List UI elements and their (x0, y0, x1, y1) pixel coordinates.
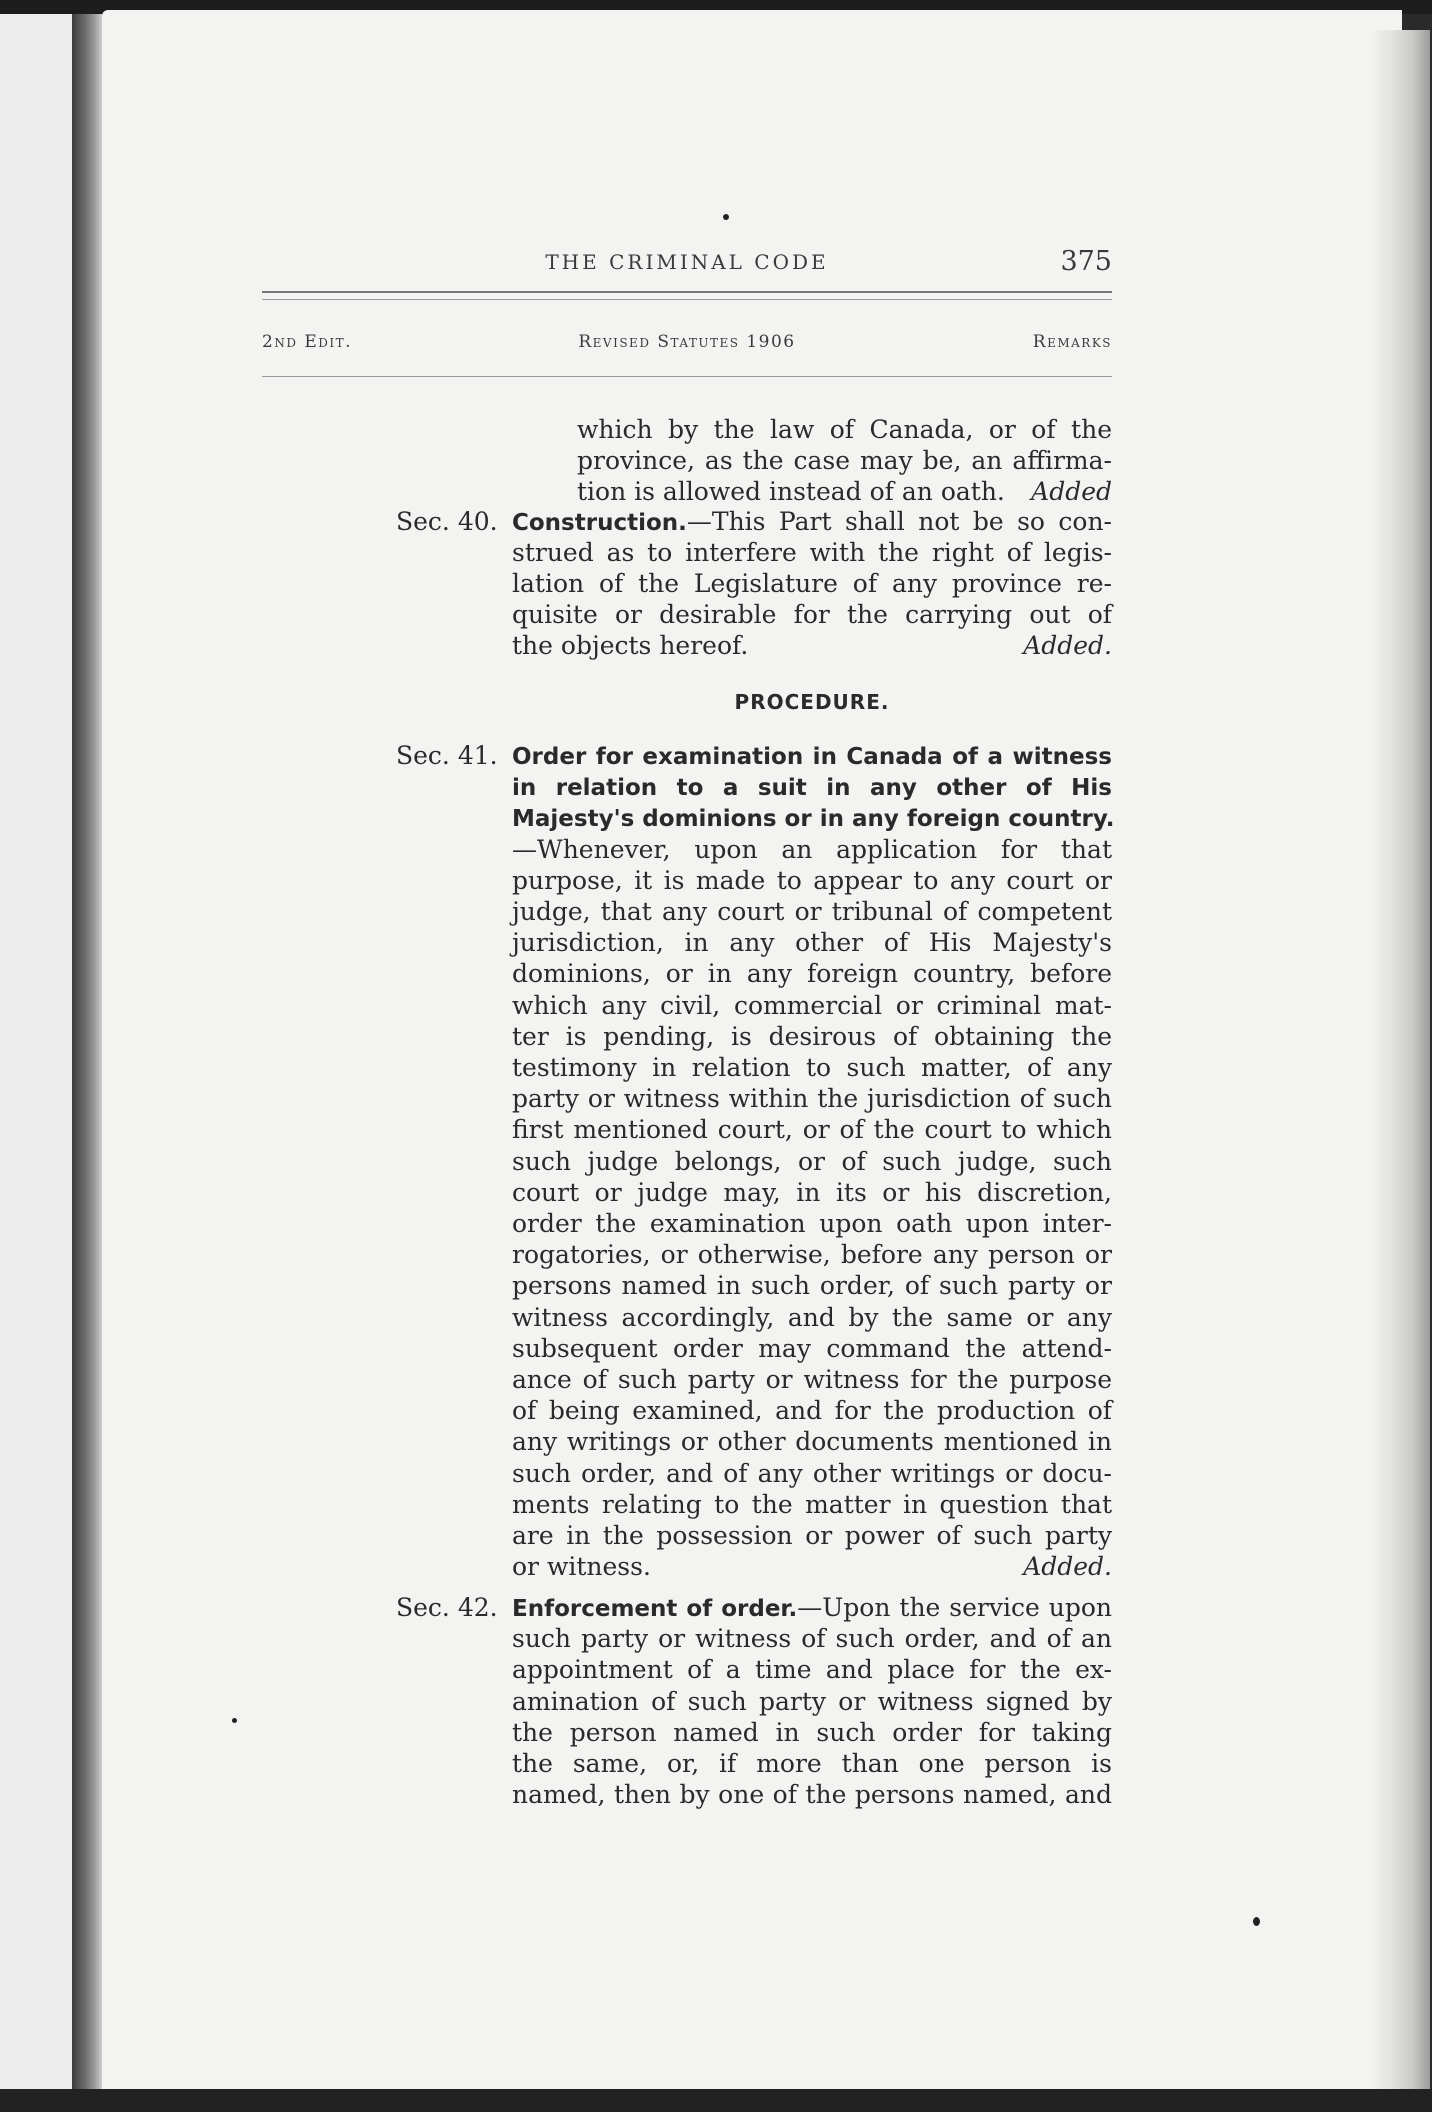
column-heading-remarks: Remarks (1032, 332, 1112, 352)
text-line: such party or witness of such order, and of an (512, 1624, 1112, 1653)
text-line: ter is pending, is desirous of obtaining the (512, 1022, 1112, 1051)
text-line: the same, or, if more than one person is (512, 1749, 1112, 1778)
text-line: named, then by one of the persons named, and (512, 1780, 1112, 1809)
text-line: strued as to interfere with the right of legis- (512, 538, 1112, 567)
section-heading-line (512, 1592, 1112, 1625)
section-label (396, 1592, 498, 1624)
section-heading: Construction. (512, 510, 687, 536)
text-line: of being examined, and for the production of (512, 1396, 1112, 1425)
ink-speck (1253, 1917, 1260, 1926)
text-line: subsequent order may command the attend- (512, 1334, 1112, 1363)
column-heading-edition: 2nd Edit. (262, 332, 353, 352)
text-line: lation of the Legislature of any province re- (512, 569, 1112, 598)
facing-page-edge (0, 14, 72, 2089)
section-heading-line (512, 771, 1112, 804)
text-line-content: —This Part shall not be so con- (686, 507, 1112, 536)
ink-speck (232, 1718, 237, 1723)
text-line (512, 1551, 1112, 1583)
text-line: ance of such party or witness for the purpose (512, 1365, 1112, 1394)
section-heading: Enforcement of order. (512, 1596, 798, 1622)
column-headings (262, 332, 1112, 362)
text-line-content: tion is allowed instead of an oath. (577, 477, 1005, 506)
section-heading: Majesty's dominions or in any foreign country. (512, 806, 1115, 832)
text-line: the person named in such order for taking (512, 1718, 1112, 1747)
text-line-content: the objects hereof. (512, 631, 749, 660)
remark-added: Added. (1023, 631, 1112, 660)
text-line: ments relating to the matter in question that (512, 1490, 1112, 1519)
ink-speck (723, 214, 729, 220)
text-line: judge, that any court or tribunal of competent (512, 897, 1112, 926)
section-heading-line (512, 506, 1112, 539)
remark-added: Added (1031, 477, 1112, 506)
section-number: Sec. 42. (396, 1593, 498, 1622)
text-line: court or judge may, in its or his discretion, (512, 1178, 1112, 1207)
text-line-content: —Upon the service upon (797, 1593, 1112, 1622)
text-line: purpose, it is made to appear to any court or (512, 866, 1112, 895)
text-line: quisite or desirable for the carrying out of (512, 600, 1112, 629)
section-number: Sec. 41. (396, 741, 498, 770)
text-line (577, 476, 1112, 508)
page-stack-edge (1372, 30, 1430, 2090)
text-line (512, 630, 1112, 662)
scan-bottom-edge (0, 2089, 1432, 2112)
text-line: party or witness within the jurisdiction of such (512, 1084, 1112, 1113)
text-line: —Whenever, upon an application for that (512, 835, 1112, 864)
page-number: 375 (1060, 246, 1112, 277)
running-head (262, 244, 1112, 284)
procedure-heading: PROCEDURE. (734, 690, 890, 714)
text-line: dominions, or in any foreign country, before (512, 959, 1112, 988)
text-line: are in the possession or power of such party (512, 1521, 1112, 1550)
text-line: such judge belongs, or of such judge, such (512, 1147, 1112, 1176)
running-title: THE CRIMINAL CODE (545, 250, 829, 274)
book-gutter (72, 14, 102, 2089)
text-line: which any civil, commercial or criminal mat- (512, 991, 1112, 1020)
text-line: rogatories, or otherwise, before any person or (512, 1240, 1112, 1269)
section-label (396, 740, 498, 772)
text-line: persons named in such order, of such party or (512, 1271, 1112, 1300)
section-label (396, 506, 498, 538)
section-heading: Order for examination in Canada of a witness (512, 744, 1112, 770)
text-line: witness accordingly, and by the same or any (512, 1303, 1112, 1332)
remark-added: Added. (1023, 1552, 1112, 1581)
section-heading-line (512, 740, 1112, 773)
column-rule (262, 376, 1112, 377)
text-line: such order, and of any other writings or docu- (512, 1459, 1112, 1488)
text-line: any writings or other documents mentioned in (512, 1427, 1112, 1456)
text-line: testimony in relation to such matter, of any (512, 1053, 1112, 1082)
section-heading: in relation to a suit in any other of His (512, 775, 1112, 801)
text-line: order the examination upon oath upon inter- (512, 1209, 1112, 1238)
text-line: province, as the case may be, an affirma- (577, 446, 1112, 475)
column-heading-statutes: Revised Statutes 1906 (578, 332, 796, 352)
text-line-content: or witness. (512, 1552, 651, 1581)
text-line: which by the law of Canada, or of the (577, 415, 1112, 444)
section-number: Sec. 40. (396, 507, 498, 536)
text-line: appointment of a time and place for the ex- (512, 1655, 1112, 1684)
text-line: jurisdiction, in any other of His Majesty's (512, 928, 1112, 957)
section-heading-line (512, 802, 1115, 835)
text-line: amination of such party or witness signed by (512, 1687, 1112, 1716)
header-rule (262, 291, 1112, 300)
text-line: first mentioned court, or of the court to which (512, 1115, 1112, 1144)
